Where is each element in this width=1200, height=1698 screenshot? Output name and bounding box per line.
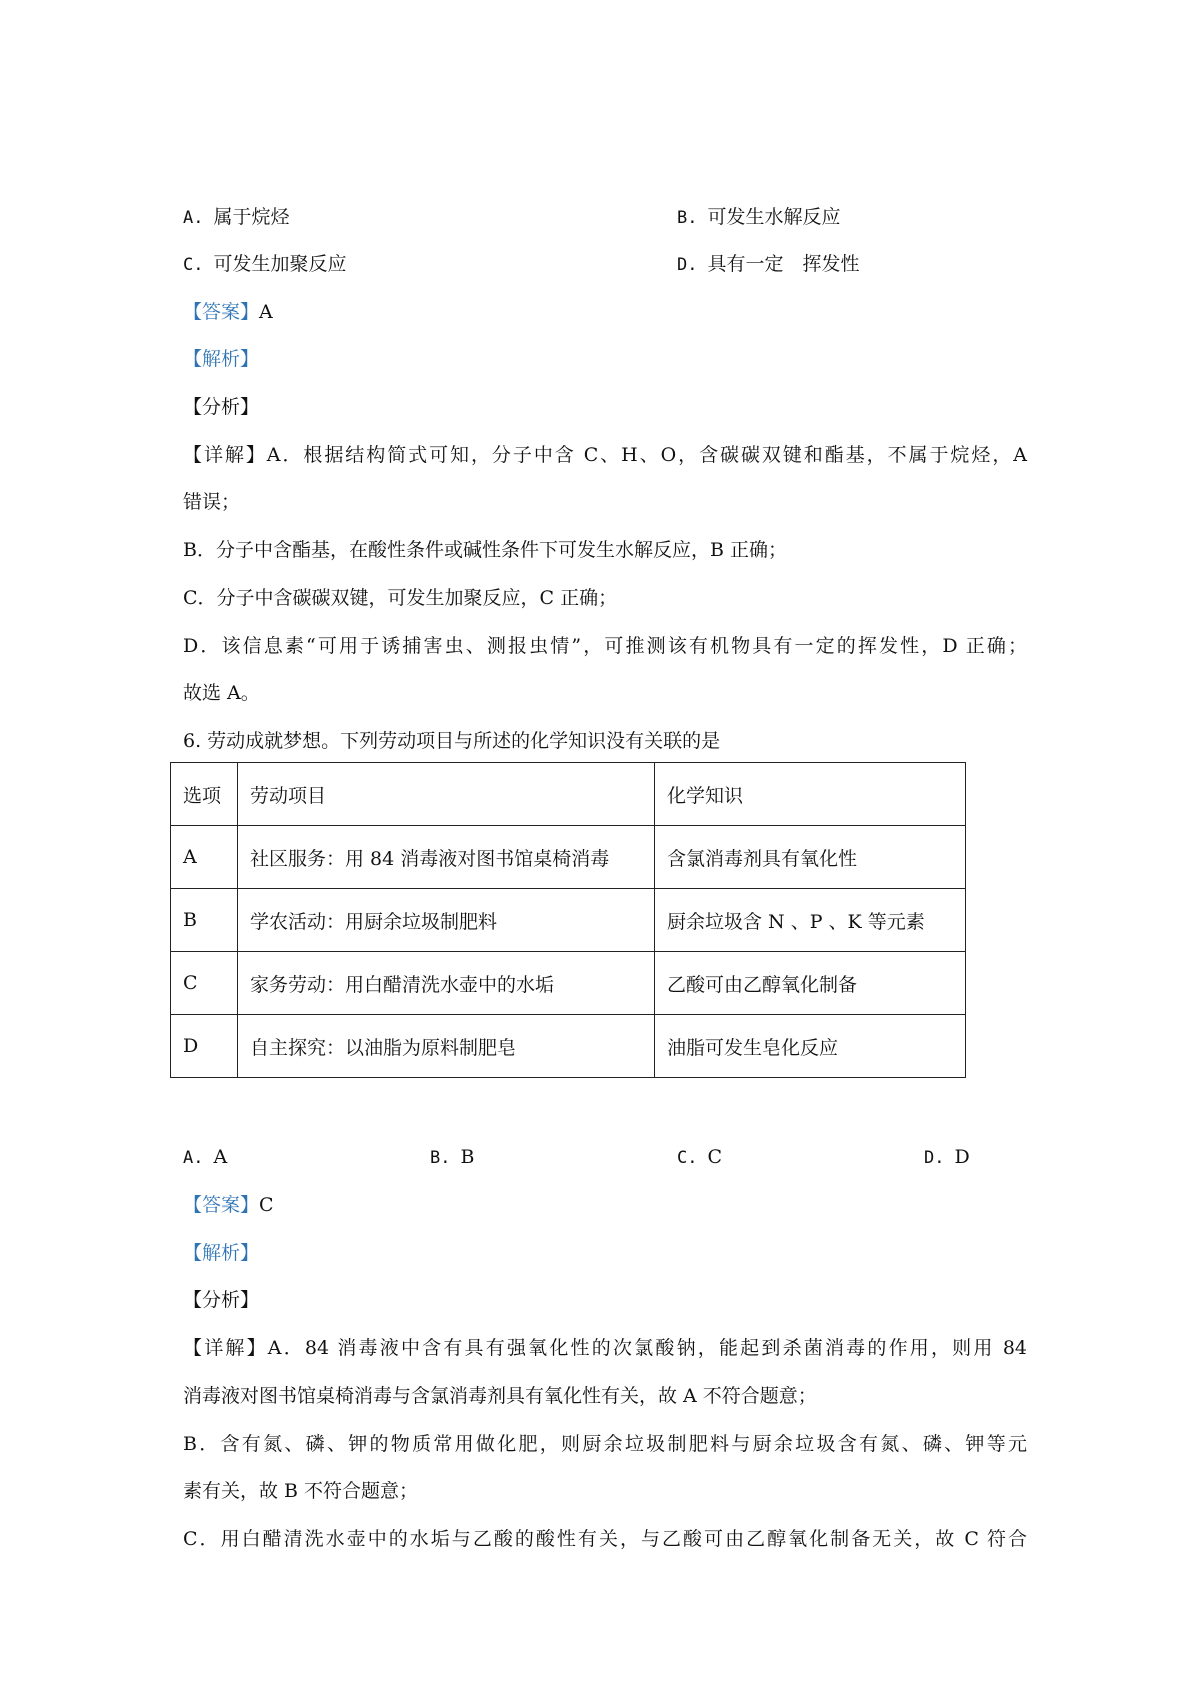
q6-answer <box>183 1191 274 1219</box>
option-text: 可发生水解反应 <box>707 206 841 228</box>
option-key: A. <box>183 1148 204 1168</box>
option-key: A. <box>183 208 204 228</box>
q5-detail-line-1: 【详解】A．根据结构简式可知，分子中含 C、H、O，含碳碳双键和酯基，不属于烷烃，A <box>183 444 1027 466</box>
table-row <box>171 952 966 1015</box>
table-header-cell: 劳动项目 <box>238 763 655 826</box>
q6-option-a <box>183 1143 227 1172</box>
option-text: C <box>707 1146 723 1168</box>
q6-stem: 6. 劳动成就梦想。下列劳动项目与所述的化学知识没有关联的是 <box>183 730 721 752</box>
table-cell: B <box>171 889 238 952</box>
table-cell: 学农活动：用厨余垃圾制肥料 <box>238 889 655 952</box>
table-cell: 厨余垃圾含 N 、P 、K 等元素 <box>655 889 966 952</box>
answer-value: A <box>259 301 273 323</box>
table-row <box>171 826 966 889</box>
option-key: C. <box>183 255 204 275</box>
q5-fenxi-heading: 【分析】 <box>183 396 260 418</box>
table-cell: 乙酸可由乙醇氧化制备 <box>655 952 966 1015</box>
table-cell: A <box>171 826 238 889</box>
q5-detail-line-4: C．分子中含碳碳双键，可发生加聚反应，C 正确； <box>183 587 618 609</box>
q5-jiexi-heading: 【解析】 <box>183 348 260 370</box>
option-text: B <box>460 1146 475 1168</box>
option-text: A <box>213 1146 228 1168</box>
answer-tag: 【答案】 <box>183 301 260 323</box>
option-key: B. <box>430 1148 451 1168</box>
q6-detail-line-3: B．含有氮、磷、钾的物质常用做化肥，则厨余垃圾制肥料与厨余垃圾含有氮、磷、钾等元 <box>183 1433 1027 1455</box>
table-cell: D <box>171 1015 238 1078</box>
q5-option-c <box>183 250 347 279</box>
q6-fenxi-heading: 【分析】 <box>183 1289 260 1311</box>
q6-detail-line-1: 【详解】A．84 消毒液中含有具有强氧化性的次氯酸钠，能起到杀菌消毒的作用，则用 84 <box>183 1337 1027 1359</box>
q5-detail-line-6: 故选 A。 <box>183 682 260 704</box>
q5-option-d <box>677 250 860 279</box>
option-text: 具有一定 挥发性 <box>707 253 860 275</box>
table-cell: 含氯消毒剂具有氧化性 <box>655 826 966 889</box>
q6-detail-line-5: C．用白醋清洗水壶中的水垢与乙酸的酸性有关，与乙酸可由乙醇氧化制备无关，故 C 符合 <box>183 1528 1027 1550</box>
q6-detail-line-4: 素有关，故 B 不符合题意； <box>183 1480 419 1502</box>
table-cell: 家务劳动：用白醋清洗水壶中的水垢 <box>238 952 655 1015</box>
table-cell: 油脂可发生皂化反应 <box>655 1015 966 1078</box>
option-text: 可发生加聚反应 <box>213 253 347 275</box>
table-cell: C <box>171 952 238 1015</box>
answer-value: C <box>259 1194 274 1216</box>
option-text: D <box>954 1146 970 1168</box>
q5-option-b <box>677 203 841 232</box>
table-header-row <box>171 763 966 826</box>
table-row <box>171 1015 966 1078</box>
q6-option-b <box>430 1143 474 1172</box>
q6-table <box>170 762 966 1078</box>
option-key: B. <box>677 208 698 228</box>
q6-jiexi-heading: 【解析】 <box>183 1242 260 1264</box>
q6-option-d <box>924 1143 970 1172</box>
table-header-cell: 选项 <box>171 763 238 826</box>
q5-detail-line-2: 错误； <box>183 491 241 513</box>
option-key: D. <box>924 1148 945 1168</box>
answer-tag: 【答案】 <box>183 1194 260 1216</box>
option-text: 属于烷烃 <box>213 206 290 228</box>
option-key: C. <box>677 1148 698 1168</box>
q5-detail-line-5: D．该信息素“可用于诱捕害虫、测报虫情”，可推测该有机物具有一定的挥发性，D 正确； <box>183 635 1027 657</box>
table-cell: 自主探究：以油脂为原料制肥皂 <box>238 1015 655 1078</box>
q5-detail-line-3: B．分子中含酯基，在酸性条件或碱性条件下可发生水解反应，B 正确； <box>183 539 787 561</box>
option-key: D. <box>677 255 698 275</box>
q5-answer <box>183 298 273 326</box>
q6-detail-line-2: 消毒液对图书馆桌椅消毒与含氯消毒剂具有氧化性有关，故 A 不符合题意； <box>183 1385 817 1407</box>
table-row <box>171 889 966 952</box>
q5-option-a <box>183 203 290 232</box>
table-header-cell: 化学知识 <box>655 763 966 826</box>
table-cell: 社区服务：用 84 消毒液对图书馆桌椅消毒 <box>238 826 655 889</box>
q6-option-c <box>677 1143 722 1172</box>
